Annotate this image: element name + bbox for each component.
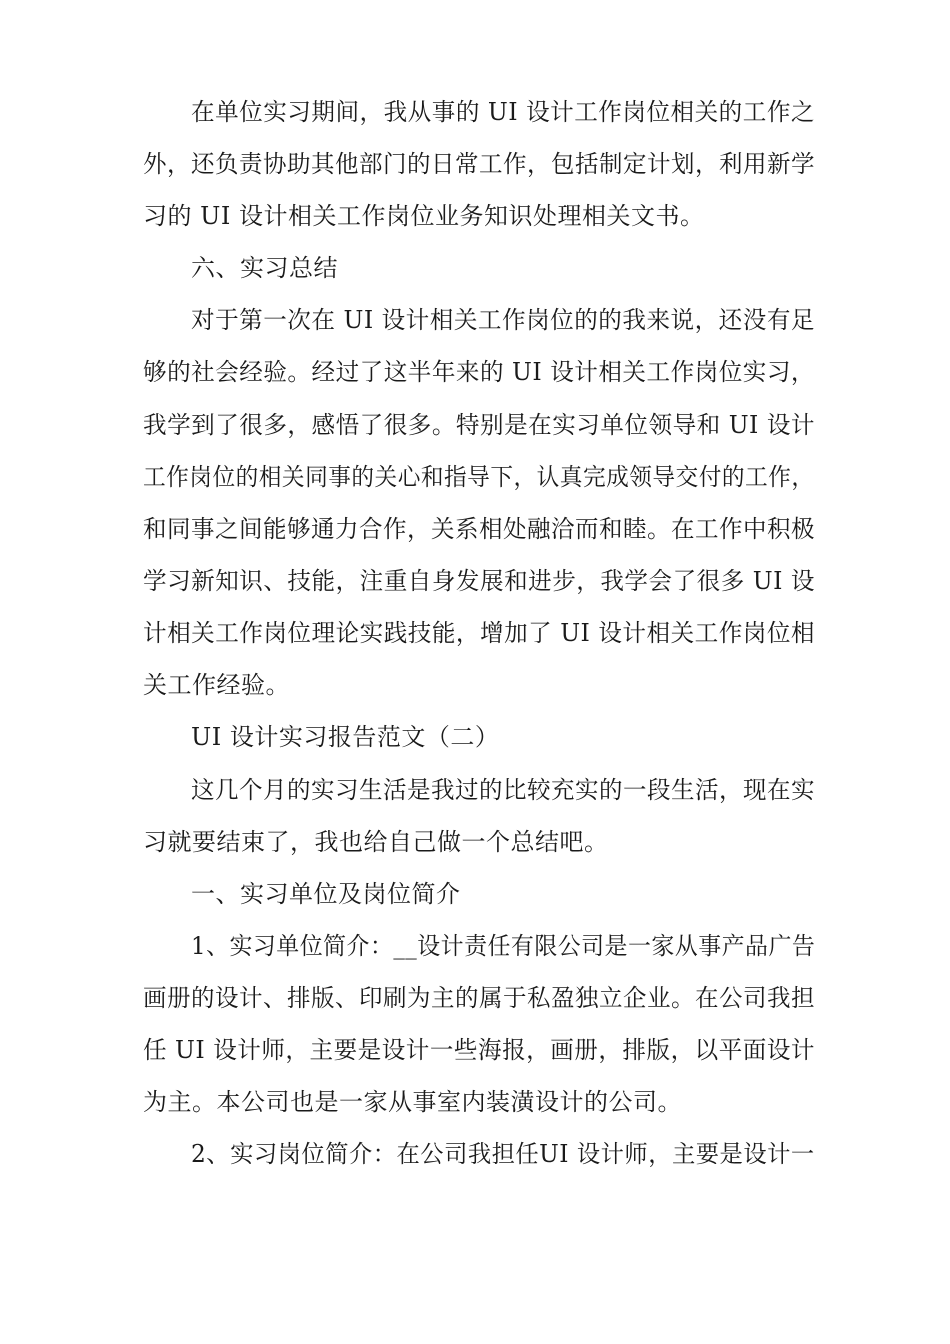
document-subtitle: UI 设计实习报告范文（二） bbox=[191, 723, 500, 751]
paragraph-line: 我学到了很多，感悟了很多。特别是在实习单位领导和 UI 设计 bbox=[143, 411, 815, 439]
paragraph-line: 习的 UI 设计相关工作岗位业务知识处理相关文书。 bbox=[143, 202, 705, 230]
paragraph-line: 外，还负责协助其他部门的日常工作，包括制定计划，利用新学 bbox=[143, 150, 816, 178]
paragraph-line: 计相关工作岗位理论实践技能，增加了 UI 设计相关工作岗位相 bbox=[143, 619, 815, 647]
paragraph-line: 画册的设计、排版、印刷为主的属于私盈独立企业。在公司我担 bbox=[143, 984, 816, 1012]
paragraph-line: 这几个月的实习生活是我过的比较充实的一段生活，现在实 bbox=[191, 776, 816, 804]
paragraph-line: 为主。本公司也是一家从事室内装潢设计的公司。 bbox=[143, 1088, 682, 1116]
section-heading: 一、实习单位及岗位简介 bbox=[191, 880, 461, 908]
paragraph-line: 学习新知识、技能，注重自身发展和进步，我学会了很多 UI 设 bbox=[143, 567, 815, 595]
paragraph-line: 对于第一次在 UI 设计相关工作岗位的的我来说，还没有足 bbox=[191, 306, 815, 334]
paragraph-line: 任 UI 设计师，主要是设计一些海报，画册，排版，以平面设计 bbox=[143, 1036, 815, 1064]
section-heading: 六、实习总结 bbox=[191, 254, 338, 282]
paragraph-line: 够的社会经验。经过了这半年来的 UI 设计相关工作岗位实习， bbox=[143, 358, 815, 386]
paragraph-line: 1、实习单位简介：__设计责任有限公司是一家从事产品广告 bbox=[191, 932, 816, 960]
paragraph-line: 和同事之间能够通力合作，关系相处融洽而和睦。在工作中积极 bbox=[143, 515, 816, 543]
paragraph-line: 关工作经验。 bbox=[143, 671, 290, 699]
paragraph-line: 在单位实习期间，我从事的 UI 设计工作岗位相关的工作之 bbox=[191, 98, 815, 126]
paragraph-line: 工作岗位的相关同事的关心和指导下，认真完成领导交付的工作， bbox=[143, 463, 815, 491]
paragraph-line: 2、实习岗位简介：在公司我担任UI 设计师，主要是设计一 bbox=[191, 1140, 815, 1168]
paragraph-line: 习就要结束了，我也给自己做一个总结吧。 bbox=[143, 828, 609, 856]
